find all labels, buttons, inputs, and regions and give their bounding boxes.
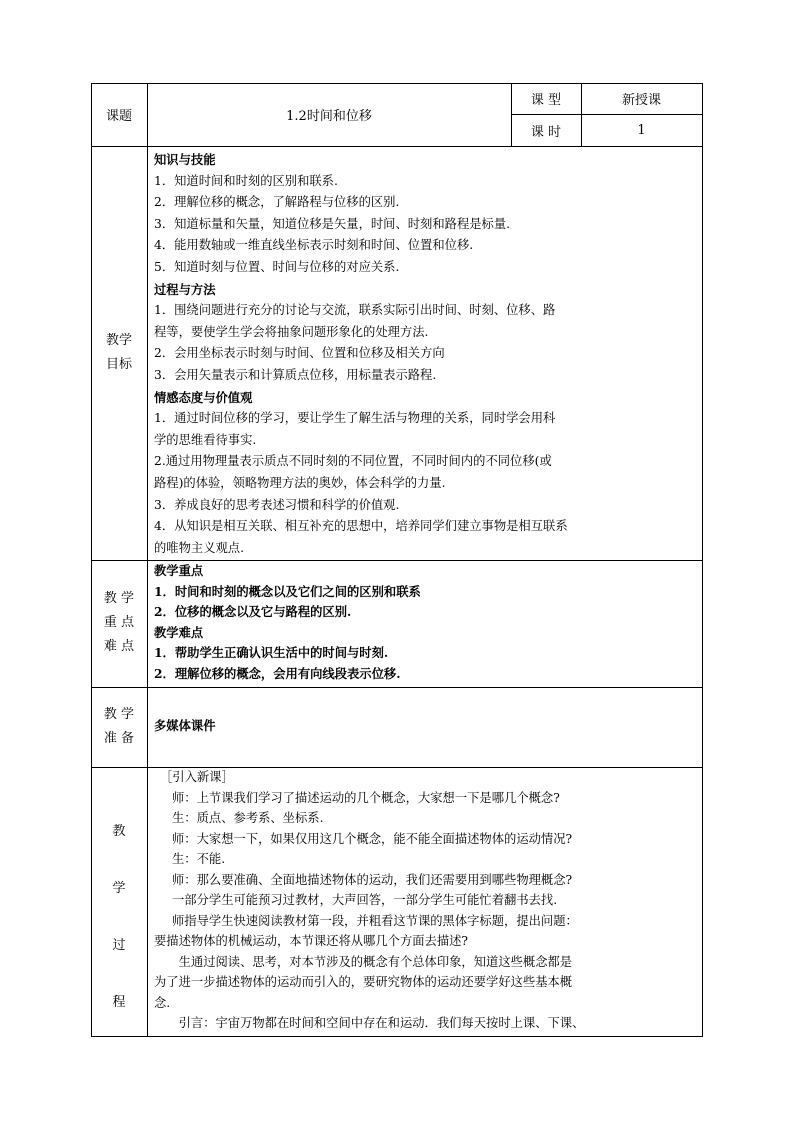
text-line: 师：上节课我们学习了描述运动的几个概念，大家想一下是哪几个概念?: [172, 790, 560, 805]
text-line: 念.: [154, 995, 171, 1010]
text-line: 1．知道时间和时刻的区别和联系.: [154, 173, 338, 188]
hours-label: 课 时: [530, 124, 562, 140]
preparation-label: [91, 703, 147, 751]
text-line: 程等，要使学生学会将抽象问题形象化的处理方法.: [154, 324, 429, 339]
text-line: 1．帮助学生正确认识生活中的时间与时刻.: [154, 645, 389, 660]
text-line: ［引入新课］: [160, 770, 234, 784]
table-border-bottom: [91, 1036, 703, 1037]
text-line: 生：质点、参考系、坐标系.: [172, 811, 324, 825]
text-line: 3．知道标量和矢量，知道位移是矢量，时间、时刻和路程是标量.: [154, 216, 511, 231]
text-line: 3．会用矢量表示和计算质点位移，用标量表示路程.: [154, 367, 437, 382]
text-line: 4．从知识是相互关联、相互补充的思想中，培养同学们建立事物是相互联系: [154, 519, 568, 534]
hours-value: 1: [637, 122, 646, 138]
label-line: 准 备: [103, 731, 135, 746]
text-line: 情感态度与价值观: [154, 389, 253, 405]
column-divider: [147, 83, 148, 1037]
text-line: 1．通过时间位移的学习，要让学生了解生活与物理的关系，同时学会用科: [154, 411, 556, 426]
row-divider: [91, 146, 703, 147]
label-line: 教学: [105, 333, 132, 348]
label-line: 学: [112, 881, 126, 896]
topic-label: 课题: [105, 109, 132, 124]
preparation-text: 多媒体课件: [154, 718, 216, 733]
text-line: 过程与方法: [154, 281, 216, 297]
topic-title: 1.2时间和位移: [286, 109, 372, 124]
objectives-label: [91, 329, 147, 377]
type-value: 新授课: [621, 93, 661, 108]
text-line: 教学难点: [154, 624, 204, 640]
lesson-plan-table: [91, 83, 703, 1037]
label-line: 过: [112, 938, 126, 953]
text-line: 的唯物主义观点.: [154, 540, 244, 555]
text-line: 师：大家想一下，如果仅用这几个概念，能不能全面描述物体的运动情况?: [172, 831, 573, 846]
label-line: 教 学: [103, 591, 135, 606]
keypoints-content: [154, 561, 421, 684]
process-content: [154, 767, 584, 1034]
text-line: 生：不能.: [172, 852, 226, 866]
text-line: 2.通过用物理量表示质点不同时刻的不同位置，不同时间内的不同位移(或: [154, 454, 552, 469]
text-line: 2．位移的概念以及它与路程的区别.: [154, 604, 352, 619]
text-line: 路程)的体验，领略物理方法的奥妙，体会科学的力量.: [154, 475, 446, 490]
text-line: 2．会用坐标表示时刻与时间、位置和位移及相关方向: [154, 346, 445, 361]
label-line: 重 点: [103, 615, 135, 630]
text-line: 3．养成良好的思考表述习惯和科学的价值观.: [154, 497, 400, 512]
text-line: 引言：宇宙万物都在时间和空间中存在和运动．我们每天按时上课、下课、: [154, 1016, 585, 1030]
text-line: 要描述物体的机械运动，本节课还将从哪几个方面去描述?: [154, 934, 469, 948]
text-line: 师：那么要准确、全面地描述物体的运动，我们还需要用到哪些物理概念?: [172, 872, 573, 887]
text-line: 5．知道时刻与位置、时间与位移的对应关系.: [154, 259, 400, 274]
type-label: 课 型: [530, 93, 562, 108]
keypoints-label: [91, 587, 147, 659]
label-line: 目标: [105, 357, 132, 372]
text-line: 1．时间和时刻的概念以及它们之间的区别和联系: [154, 583, 421, 599]
text-line: 师指导学生快速阅读教材第一段，并粗看这节课的黑体字标题，提出问题：: [172, 913, 578, 928]
label-line: 难 点: [103, 639, 135, 654]
text-line: 为了进一步描述物体的运动而引入的，要研究物体的运动还要学好这些基本概: [154, 975, 573, 989]
process-label: [91, 803, 147, 1031]
label-line: 教: [112, 824, 126, 839]
objectives-content: [154, 149, 568, 559]
text-line: 2．理解位移的概念，了解路程与位移的区别.: [154, 195, 400, 210]
text-line: 学的思维看待事实.: [154, 432, 257, 447]
text-line: 教学重点: [154, 563, 204, 578]
text-line: 知识与技能: [154, 152, 216, 167]
row-divider: [91, 687, 703, 688]
label-line: 教 学: [103, 707, 135, 722]
label-line: 程: [112, 995, 126, 1010]
text-line: 4．能用数轴或一维直线坐标表示时刻和时间、位置和位移.: [154, 238, 474, 253]
text-line: 生通过阅读、思考，对本节涉及的概念有个总体印象，知道这些概念都是: [154, 954, 573, 969]
table-border-right: [702, 83, 703, 1037]
text-line: 2．理解位移的概念，会用有向线段表示位移.: [154, 665, 401, 681]
text-line: 一部分学生可能预习过教材，大声回答，一部分学生可能忙着翻书去找.: [172, 893, 558, 907]
text-line: 1．围绕问题进行充分的讨论与交流，联系实际引出时间、时刻、位移、路: [154, 303, 556, 318]
